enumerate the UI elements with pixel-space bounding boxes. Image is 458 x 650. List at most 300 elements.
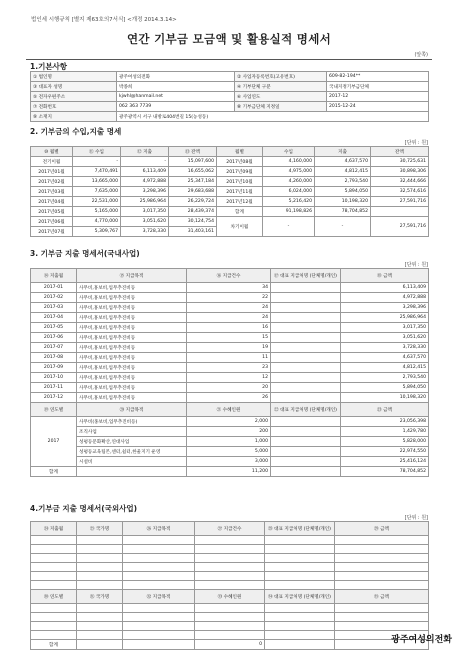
total-row <box>31 640 429 650</box>
table-cell: 5,000 <box>187 447 271 457</box>
total-label: 합계 <box>31 640 77 650</box>
table-cell <box>271 313 341 323</box>
empty-cell <box>31 572 77 581</box>
field-label: ⑨ 소재지 <box>31 112 117 122</box>
empty-cell <box>195 563 265 572</box>
table-cell <box>271 343 341 353</box>
table-row <box>31 187 429 197</box>
table-cell: 34 <box>187 283 271 293</box>
empty-cell <box>335 563 429 572</box>
table-cell <box>271 383 341 393</box>
empty-cell <box>265 604 335 613</box>
column-header: ⑩ 월별 <box>31 147 73 157</box>
column-header: ⑯ 지급건수 <box>187 269 271 283</box>
section-3-title: 3. 기부금 지출 명세서(국내사업) <box>30 249 140 258</box>
table-cell: - <box>315 217 371 237</box>
section-4-unit: [단위 : 원] <box>404 515 428 521</box>
empty-cell <box>335 545 429 554</box>
table-cell: 5,165,000 <box>73 207 121 217</box>
table-cell: 4,637,570 <box>341 353 429 363</box>
field-value: 609-82-194** <box>327 72 429 82</box>
empty-cell <box>335 604 429 613</box>
header-row <box>31 403 429 417</box>
table-cell <box>271 457 341 467</box>
table-cell <box>271 417 341 427</box>
column-header: ㉖ 지급목적 <box>123 522 195 536</box>
table-cell: 5,828,000 <box>341 437 429 447</box>
info-row <box>31 82 429 92</box>
column-header: 월별 <box>217 147 263 157</box>
carry-over-label: 차기이월 <box>217 217 263 237</box>
empty-row <box>31 572 429 581</box>
table-cell: 3,298,396 <box>121 187 169 197</box>
table-cell: 3,000 <box>187 457 271 467</box>
empty-cell <box>265 613 335 622</box>
page-side-label: (앞쪽) <box>414 52 428 58</box>
section-3-unit: [단위 : 원] <box>404 262 428 268</box>
column-header: ⑮ 지급목적 <box>77 269 187 283</box>
table-cell <box>271 437 341 447</box>
empty-cell <box>195 536 265 545</box>
table-cell: 사무비,홍보비,업무추진비등 <box>77 393 187 403</box>
table-cell: - <box>73 157 121 167</box>
table-cell <box>271 467 341 477</box>
table-cell: 2017년01월 <box>31 167 73 177</box>
table-row <box>31 373 429 383</box>
info-row <box>31 112 429 122</box>
table-cell: 4,637,570 <box>315 157 371 167</box>
empty-cell <box>123 631 195 640</box>
year-cell: 2017 <box>31 417 77 467</box>
empty-cell <box>195 622 265 631</box>
empty-cell <box>77 622 123 631</box>
table-cell: 2017-08 <box>31 353 77 363</box>
table-row <box>31 393 429 403</box>
empty-row <box>31 631 429 640</box>
field-label: ② 사업자등록번호(고유번호) <box>235 72 327 82</box>
column-header: ⑫ 지출 <box>121 147 169 157</box>
table-cell: 27,591,716 <box>371 197 429 207</box>
table-cell <box>271 363 341 373</box>
empty-cell <box>123 581 195 590</box>
empty-cell <box>335 536 429 545</box>
table-cell: 사무비,홍보비,업무추진비등 <box>77 293 187 303</box>
address-value: 광주광역시 서구 내방로404번길 15(농성동) <box>117 112 429 122</box>
empty-cell <box>123 563 195 572</box>
column-header: ⑬ 잔액 <box>169 147 217 157</box>
empty-cell <box>335 554 429 563</box>
income-expense-table <box>30 146 429 237</box>
empty-cell <box>123 545 195 554</box>
table-cell: 시설비 <box>77 457 187 467</box>
column-header: ㉕ 국가명 <box>77 522 123 536</box>
basic-info-table <box>30 71 429 122</box>
column-header: ㉜ 지급목적 <box>123 590 195 604</box>
document-title: 연간 기부금 모금액 및 활용실적 명세서 <box>126 32 332 46</box>
empty-cell <box>31 613 77 622</box>
table-cell: 사무비,홍보비,업무추진비등 <box>77 323 187 333</box>
info-row <box>31 102 429 112</box>
empty-cell <box>335 622 429 631</box>
empty-cell <box>123 572 195 581</box>
table-row <box>31 323 429 333</box>
table-cell: 32,574,616 <box>371 187 429 197</box>
table-cell: 사무비,홍보비,업무추진비등 <box>77 283 187 293</box>
empty-cell <box>195 581 265 590</box>
table-cell: 2017년07월 <box>31 227 73 237</box>
table-cell: - <box>121 157 169 167</box>
table-cell: 25,416,124 <box>341 457 429 467</box>
table-cell: 5,894,050 <box>341 383 429 393</box>
table-cell: 사무비,홍보비,업무추진비등 <box>77 353 187 363</box>
field-label: ④ 기부단체 구분 <box>235 82 327 92</box>
table-cell: 4,770,000 <box>73 217 121 227</box>
table-row <box>31 353 429 363</box>
table-cell: 19 <box>187 343 271 353</box>
table-cell: 30,124,754 <box>169 217 217 227</box>
table-row <box>31 313 429 323</box>
table-cell: 4,812,415 <box>341 363 429 373</box>
table-cell: 7,470,491 <box>73 167 121 177</box>
table-row <box>31 427 429 437</box>
table-cell <box>271 373 341 383</box>
table-row <box>31 303 429 313</box>
header-row <box>31 522 429 536</box>
table-cell: 29,683,688 <box>169 187 217 197</box>
empty-row <box>31 613 429 622</box>
table-cell: 합계 <box>217 207 263 217</box>
law-reference: 법인세 시행규칙 [별지 제63호의7서식] <개정 2014.3.14> <box>31 17 177 23</box>
table-cell: 2017-01 <box>31 283 77 293</box>
table-cell: 2,793,540 <box>341 373 429 383</box>
table-cell: 2017년11월 <box>217 187 263 197</box>
field-label: ⑦ 전화번호 <box>31 102 117 112</box>
column-header: 잔액 <box>371 147 429 157</box>
table-cell: 13,665,000 <box>73 177 121 187</box>
table-cell: 78,704,852 <box>315 207 371 217</box>
table-cell: 12 <box>187 373 271 383</box>
empty-cell <box>195 604 265 613</box>
empty-cell <box>31 622 77 631</box>
field-value: 국내지정기부금단체 <box>327 82 429 92</box>
total-row <box>31 467 429 477</box>
table-cell: 사무비,홍보비,업무추진비등 <box>77 313 187 323</box>
column-header: ⑭ 지출월 <box>31 269 77 283</box>
table-row <box>31 363 429 373</box>
empty-cell <box>31 631 77 640</box>
empty-cell <box>195 572 265 581</box>
empty-cell <box>77 572 123 581</box>
empty-cell <box>265 536 335 545</box>
table-cell: 5,216,420 <box>263 197 315 207</box>
table-cell <box>265 640 335 650</box>
table-cell: 2017-09 <box>31 363 77 373</box>
table-row <box>31 437 429 447</box>
column-header: ⑰ 대표 지급처명 (단체명/개인) <box>271 269 341 283</box>
table-cell: 2017년10월 <box>217 177 263 187</box>
table-row <box>31 177 429 187</box>
field-value: 2015-12-24 <box>327 102 429 112</box>
table-row <box>31 383 429 393</box>
table-cell: 2017-11 <box>31 383 77 393</box>
header-row <box>31 590 429 604</box>
table-row <box>31 167 429 177</box>
table-cell: 사무비,홍보비,업무추진비등 <box>77 383 187 393</box>
empty-cell <box>195 613 265 622</box>
field-value: 광주여성의전화 <box>117 72 235 82</box>
table-cell: 2017년06월 <box>31 217 73 227</box>
table-cell: 2017년09월 <box>217 167 263 177</box>
header-row <box>31 269 429 283</box>
section-1-title: 1.기본사항 <box>30 62 68 71</box>
table-cell: 23 <box>187 363 271 373</box>
empty-cell <box>77 536 123 545</box>
empty-cell <box>31 536 77 545</box>
empty-cell <box>265 545 335 554</box>
table-cell: 2017년03월 <box>31 187 73 197</box>
column-header: ⑱ 금액 <box>341 269 429 283</box>
table-cell: 2,000 <box>187 417 271 427</box>
table-cell: 200 <box>187 427 271 437</box>
column-header: ㉛ 국가명 <box>77 590 123 604</box>
table-cell: 사무비,홍보비,업무추진비등 <box>77 343 187 353</box>
table-cell: 3,051,620 <box>121 217 169 227</box>
empty-cell <box>195 554 265 563</box>
table-cell: 2017년08월 <box>217 157 263 167</box>
table-row <box>31 207 429 217</box>
table-cell: 조직사업 <box>77 427 187 437</box>
empty-cell <box>77 581 123 590</box>
table-cell: 3,017,350 <box>121 207 169 217</box>
table-cell: 7,635,000 <box>73 187 121 197</box>
overseas-expense-table <box>30 521 429 650</box>
empty-cell <box>31 554 77 563</box>
table-cell: 22 <box>187 293 271 303</box>
table-cell <box>271 427 341 437</box>
table-cell: 6,024,000 <box>263 187 315 197</box>
table-cell: 91,198,826 <box>263 207 315 217</box>
empty-cell <box>77 545 123 554</box>
column-header: ㉘ 대표 지급처명 (단체명/개인) <box>265 522 335 536</box>
empty-cell <box>195 631 265 640</box>
table-row <box>31 447 429 457</box>
table-cell: 2017-04 <box>31 313 77 323</box>
table-cell: 6,113,409 <box>121 167 169 177</box>
column-header: ㉙ 금액 <box>335 522 429 536</box>
table-cell: 24 <box>187 303 271 313</box>
table-row <box>31 417 429 427</box>
info-row <box>31 72 429 82</box>
column-header: ⑳ 지급목적 <box>77 403 187 417</box>
field-value: 2017-12 <box>327 92 429 102</box>
table-cell: 2017년02월 <box>31 177 73 187</box>
empty-cell <box>31 581 77 590</box>
table-cell: 2017-02 <box>31 293 77 303</box>
table-cell: 2017-03 <box>31 303 77 313</box>
top-rule <box>26 59 432 60</box>
empty-row <box>31 604 429 613</box>
table-cell: 22,531,000 <box>73 197 121 207</box>
column-header: ㉗ 지급건수 <box>195 522 265 536</box>
table-row <box>31 283 429 293</box>
table-row <box>31 217 429 227</box>
table-cell: 3,017,350 <box>341 323 429 333</box>
table-cell <box>271 293 341 303</box>
table-cell: 1,000 <box>187 437 271 447</box>
empty-cell <box>265 622 335 631</box>
field-label: ③ 대표자 성명 <box>31 82 117 92</box>
empty-row <box>31 536 429 545</box>
field-label: ⑤ 전자우편주소 <box>31 92 117 102</box>
table-cell: 3,051,620 <box>341 333 429 343</box>
column-header: ㉞ 대표 지급처명 (단체명/개인) <box>265 590 335 604</box>
table-cell: 2,793,540 <box>315 177 371 187</box>
table-cell <box>271 333 341 343</box>
table-row <box>31 293 429 303</box>
field-label: ① 법인명 <box>31 72 117 82</box>
domestic-expense-table <box>30 268 429 477</box>
table-cell: 25,986,964 <box>341 313 429 323</box>
table-cell: 3,298,396 <box>341 303 429 313</box>
column-header: ㉚ 연도별 <box>31 590 77 604</box>
table-cell <box>123 640 195 650</box>
table-cell: 4,972,888 <box>341 293 429 303</box>
empty-cell <box>77 604 123 613</box>
table-cell: 사무비,홍보비,업무추진비등 <box>77 363 187 373</box>
table-cell: 16 <box>187 323 271 333</box>
column-header: ㉔ 지출월 <box>31 522 77 536</box>
table-cell: 20 <box>187 383 271 393</box>
table-cell: 15,097,600 <box>169 157 217 167</box>
table-cell <box>271 447 341 457</box>
header-row <box>31 147 429 157</box>
table-cell: 24 <box>187 313 271 323</box>
table-cell: 15 <box>187 333 271 343</box>
table-cell: 2017년12월 <box>217 197 263 207</box>
empty-cell <box>77 563 123 572</box>
empty-cell <box>77 613 123 622</box>
table-cell: 사무비,홍보비,업무추진비등 <box>77 373 187 383</box>
table-cell: 26 <box>187 393 271 403</box>
section-2-title: 2. 기부금의 수입,지출 명세 <box>30 127 122 136</box>
column-header: ⑲ 연도별 <box>31 403 77 417</box>
table-cell: 22,974,550 <box>341 447 429 457</box>
empty-cell <box>123 604 195 613</box>
info-row <box>31 92 429 102</box>
empty-cell <box>265 631 335 640</box>
table-cell: 10,198,320 <box>315 197 371 207</box>
field-value: 박종희 <box>117 82 235 92</box>
table-cell: 31,403,161 <box>169 227 217 237</box>
column-header: ㉝ 수혜인원 <box>195 590 265 604</box>
table-row <box>31 157 429 167</box>
table-cell <box>371 207 429 217</box>
table-cell: 2017-10 <box>31 373 77 383</box>
empty-cell <box>265 572 335 581</box>
total-amount: 78,704,852 <box>341 467 429 477</box>
table-cell: 23,056,398 <box>341 417 429 427</box>
table-cell: 28,439,374 <box>169 207 217 217</box>
table-cell: 16,655,062 <box>169 167 217 177</box>
empty-cell <box>123 554 195 563</box>
table-cell: 4,972,888 <box>121 177 169 187</box>
table-cell: 사무비(홍보비,업무추진비등) <box>77 417 187 427</box>
column-header: ㉓ 금액 <box>341 403 429 417</box>
empty-row <box>31 563 429 572</box>
empty-cell <box>123 622 195 631</box>
column-header: ⑪ 수입 <box>73 147 121 157</box>
table-row <box>31 333 429 343</box>
table-cell <box>271 303 341 313</box>
empty-cell <box>265 563 335 572</box>
table-cell: 30,725,631 <box>371 157 429 167</box>
empty-row <box>31 545 429 554</box>
table-cell: 30,898,306 <box>371 167 429 177</box>
table-cell: 11 <box>187 353 271 363</box>
table-cell: 32,444,666 <box>371 177 429 187</box>
empty-cell <box>77 631 123 640</box>
empty-cell <box>335 613 429 622</box>
total-people: 0 <box>195 640 265 650</box>
table-cell <box>271 393 341 403</box>
empty-cell <box>265 581 335 590</box>
table-cell: 1,429,780 <box>341 427 429 437</box>
column-header: ㉑ 수혜인원 <box>187 403 271 417</box>
total-people: 11,200 <box>187 467 271 477</box>
table-cell: 2017-12 <box>31 393 77 403</box>
table-row <box>31 197 429 207</box>
column-header: 수입 <box>263 147 315 157</box>
field-label: ⑥ 사업연도 <box>235 92 327 102</box>
field-value: 062 363 7739 <box>117 102 235 112</box>
table-cell: 2017-07 <box>31 343 77 353</box>
table-cell: 4,975,000 <box>263 167 315 177</box>
table-cell: 성평등문화확산,연대사업 <box>77 437 187 447</box>
table-cell: 27,591,716 <box>371 217 429 237</box>
empty-row <box>31 622 429 631</box>
column-header: ㉒ 대표 지급처명 (단체명/개인) <box>271 403 341 417</box>
empty-cell <box>335 572 429 581</box>
table-cell: 4,260,000 <box>263 177 315 187</box>
table-cell: 25,347,184 <box>169 177 217 187</box>
field-value: kjwhl@hanmail.net <box>117 92 235 102</box>
section-2-unit: [단위 : 원] <box>404 140 428 146</box>
field-label: ⑧ 기부금단체 지정일 <box>235 102 327 112</box>
empty-cell <box>31 604 77 613</box>
empty-cell <box>31 563 77 572</box>
empty-row <box>31 581 429 590</box>
total-label: 합계 <box>31 467 77 477</box>
table-cell: 25,986,964 <box>121 197 169 207</box>
table-cell: 사무비,홍보비,업무추진비등 <box>77 333 187 343</box>
table-cell: - <box>263 217 315 237</box>
empty-cell <box>31 545 77 554</box>
table-cell <box>271 353 341 363</box>
table-cell: 4,812,415 <box>315 167 371 177</box>
table-cell: 3,728,330 <box>121 227 169 237</box>
table-cell: 전기이월 <box>31 157 73 167</box>
column-header: ㉟ 금액 <box>335 590 429 604</box>
table-cell: 26,229,724 <box>169 197 217 207</box>
table-cell: 2017-06 <box>31 333 77 343</box>
organization-watermark: 광주여성의전화 <box>391 635 452 645</box>
table-cell: 2017년04월 <box>31 197 73 207</box>
table-cell: 성평등교육팀몬,센터,쉼터,한울지기 운영 <box>77 447 187 457</box>
empty-cell <box>195 545 265 554</box>
empty-row <box>31 554 429 563</box>
table-cell: 4,160,000 <box>263 157 315 167</box>
table-cell: 2017년05월 <box>31 207 73 217</box>
